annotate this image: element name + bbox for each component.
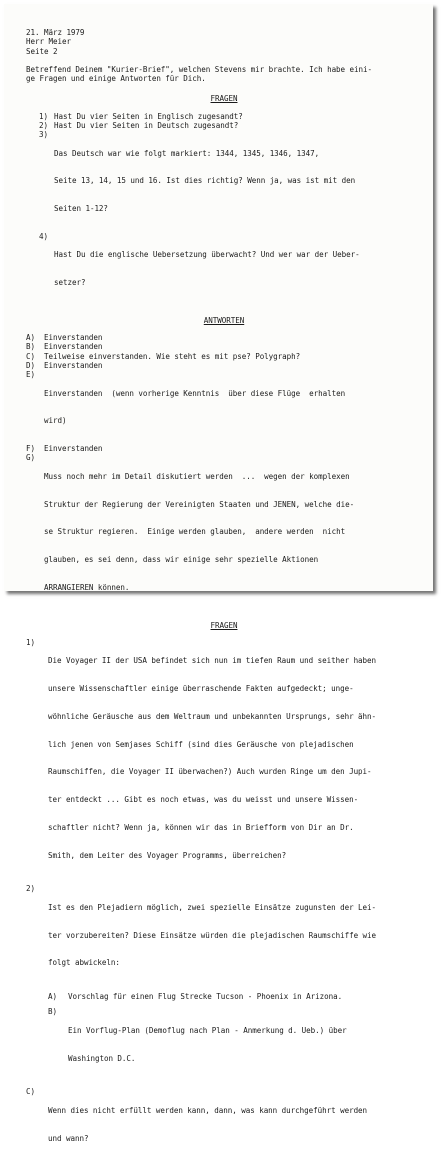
item-line: unsere Wissenschaftler einige überraschende Fakten aufgedeckt; unge-: [48, 684, 354, 693]
item-line: ter entdeckt ... Gibt es noch etwas, was du weisst und unsere Wissen-: [48, 795, 359, 804]
item-line: Die Voyager II der USA befindet sich nun im tiefen Raum und seither haben: [48, 656, 377, 666]
item-line: se Struktur regieren. Einige werden glauben, andere werden nicht: [44, 527, 346, 537]
list-item: [26, 112, 422, 121]
item-line: Raumschiffen, die Voyager II überwachen?) Auch wurden Ringe um den Jupi-: [48, 767, 372, 777]
item-line: wöhnliche Geräusche aus dem Weltraum und unbekannten Ursprungs, sehr ähn-: [48, 711, 377, 721]
sub-item: [48, 992, 422, 1001]
item-line: Seite 13, 14, 15 und 16. Ist dies richtig? Wenn ja, was ist mit den: [54, 176, 356, 186]
document-page: [4, 4, 433, 1143]
item-line: Seiten 1-12?: [54, 204, 108, 213]
sub-item-letter: B): [48, 1007, 57, 1017]
item-line: Vorschlag für einen Flug Strecke Tucson - Phoenix in Arizona.: [68, 992, 343, 1001]
list-item: [26, 232, 422, 306]
list-item: [26, 453, 422, 610]
list-item: [26, 352, 422, 361]
item-line: Ein Vorflug-Plan (Demoflug nach Plan - Anmerkung d. Ueb.) über: [68, 1025, 347, 1035]
item-line: Einverstanden: [44, 444, 103, 453]
list-item: [26, 130, 422, 232]
item-line: Smith, dem Leiter des Voyager Programms, überreichen?: [48, 850, 287, 860]
item-line: ter vorzubereiten? Diese Einsätze würden die plejadischen Raumschiffe wie: [48, 930, 377, 940]
item-letter: C): [26, 351, 35, 361]
item-line: setzer?: [54, 278, 86, 287]
item-number: 2): [26, 884, 35, 894]
item-line: Einverstanden: [44, 333, 103, 342]
item-line: Einverstanden: [44, 342, 103, 352]
item-line: folgt abwickeln:: [48, 958, 120, 968]
letter-recipient: Herr Meier: [26, 37, 71, 47]
list-item: [26, 121, 422, 130]
item-line: ARRANGIEREN können.: [44, 582, 130, 592]
item-line: Einverstanden: [44, 360, 103, 370]
item-line: schaftler nicht? Wenn ja, können wir das in Briefform von Dir an Dr.: [48, 822, 354, 832]
page-number: Seite 2: [26, 46, 58, 56]
item-letter: D): [26, 360, 35, 370]
list-item: [26, 361, 422, 370]
section-heading-fragen-2: FRAGEN: [210, 620, 238, 630]
item-number: 2): [39, 120, 48, 130]
item-line: Hast Du vier Seiten in Englisch zugesandt?: [54, 111, 243, 121]
item-number: 4): [39, 231, 48, 241]
intro-line: Betreffend Deinem "Kurier-Brief", welchen Stevens mir brachte. Ich habe eini-: [26, 64, 373, 74]
fragen2-list: [26, 638, 422, 1161]
item-letter: E): [26, 370, 35, 379]
sub-item-letter: A): [48, 992, 57, 1001]
item-number: 3): [39, 130, 48, 139]
item-line: Struktur der Regierung der Vereinigten Staaten und JENEN, welche die-: [44, 499, 355, 509]
list-item: [26, 884, 422, 986]
item-line: Einverstanden (wenn vorherige Kenntnis über diese Flüge erhalten: [44, 388, 346, 398]
item-line: glauben, es sei denn, dass wir einige sehr spezielle Aktionen: [44, 555, 319, 564]
item-letter: A): [26, 333, 35, 342]
item-line: Teilweise einverstanden. Wie steht es mit pse? Polygraph?: [44, 351, 301, 361]
item-letter: C): [26, 1087, 35, 1097]
item-line: wird): [44, 416, 67, 426]
list-item: [26, 370, 422, 444]
list-item: [26, 342, 422, 351]
intro-line: ge Fragen und einige Antworten für Dich.: [26, 74, 206, 83]
list-item: [26, 444, 422, 453]
fragen-list: [26, 112, 422, 306]
section-heading-antworten: ANTWORTEN: [203, 315, 245, 325]
item-line: Hast Du die englische Uebersetzung überwacht? Und wer war der Ueber-: [54, 250, 360, 260]
item-letter: F): [26, 444, 35, 453]
intro-paragraph: [26, 65, 422, 84]
item-letter: G): [26, 453, 35, 463]
letter-body: [26, 28, 422, 1161]
item-line: lich jenen von Semjases Schiff (sind dies Geräusche von plejadischen: [48, 739, 354, 749]
item-line: Das Deutsch war wie folgt markiert: 1344, 1345, 1346, 1347,: [54, 148, 320, 158]
item-number: 1): [39, 111, 48, 121]
item-line: und wann?: [48, 1133, 89, 1143]
section-heading-fragen: FRAGEN: [210, 94, 238, 104]
item-number: 1): [26, 637, 35, 647]
item-line: Wenn dies nicht erfüllt werden kann, dann, was kann durchgeführt werden: [48, 1105, 368, 1115]
list-item: [26, 1087, 422, 1161]
sub-item: [48, 1007, 422, 1081]
list-item: [26, 638, 422, 879]
list-item: [26, 333, 422, 342]
item-line: Hast Du vier Seiten in Deutsch zugesandt?: [54, 120, 239, 130]
letter-date: 21. März 1979: [26, 28, 85, 37]
item-line: Muss noch mehr im Detail diskutiert werden ... wegen der komplexen: [44, 471, 350, 481]
item-line: Washington D.C.: [68, 1053, 136, 1063]
item-letter: B): [26, 342, 35, 352]
antworten-list: [26, 333, 422, 611]
item-line: Ist es den Plejadiern möglich, zwei spezielle Einsätze zugunsten der Lei-: [48, 902, 377, 912]
